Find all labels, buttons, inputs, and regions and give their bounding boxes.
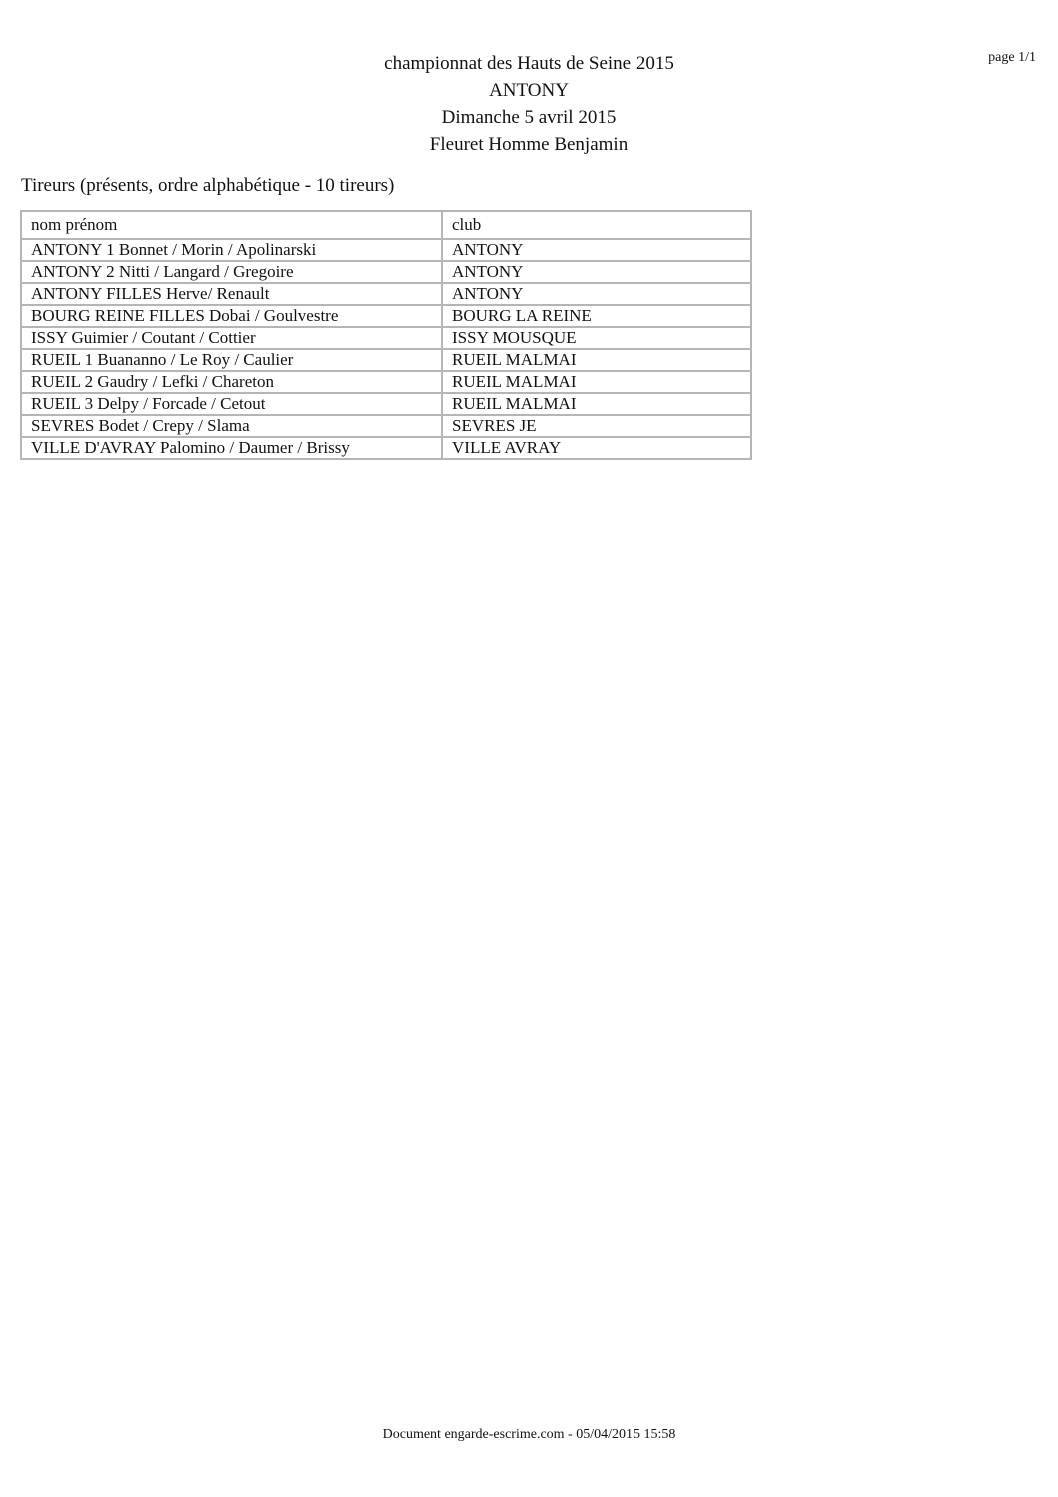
fencer-club: RUEIL MALMAI bbox=[442, 371, 751, 393]
document-footer: Document engarde-escrime.com - 05/04/2015 15:58 bbox=[382, 1427, 676, 1442]
table-row bbox=[21, 349, 751, 371]
competition-category: Fleuret Homme Benjamin bbox=[429, 134, 629, 155]
fencer-name: RUEIL 2 Gaudry / Lefki / Chareton bbox=[21, 371, 442, 393]
fencer-name: BOURG REINE FILLES Dobai / Goulvestre bbox=[21, 305, 442, 327]
table-row bbox=[21, 415, 751, 437]
competition-date: Dimanche 5 avril 2015 bbox=[441, 107, 617, 128]
table-row bbox=[21, 437, 751, 459]
fencer-name: ANTONY 1 Bonnet / Morin / Apolinarski bbox=[21, 239, 442, 261]
fencer-name: ISSY Guimier / Coutant / Cottier bbox=[21, 327, 442, 349]
fencer-club: VILLE AVRAY bbox=[442, 437, 751, 459]
fencer-name: RUEIL 3 Delpy / Forcade / Cetout bbox=[21, 393, 442, 415]
column-header-name: nom prénom bbox=[21, 211, 442, 239]
fencer-club: SEVRES JE bbox=[442, 415, 751, 437]
fencers-table bbox=[20, 210, 752, 460]
fencer-club: ANTONY bbox=[442, 239, 751, 261]
fencer-club: BOURG LA REINE bbox=[442, 305, 751, 327]
fencer-name: VILLE D'AVRAY Palomino / Daumer / Brissy bbox=[21, 437, 442, 459]
fencer-name: ANTONY FILLES Herve/ Renault bbox=[21, 283, 442, 305]
table-row bbox=[21, 261, 751, 283]
table-header-row bbox=[21, 211, 751, 239]
fencer-club: ANTONY bbox=[442, 283, 751, 305]
table-row bbox=[21, 327, 751, 349]
fencer-club: ISSY MOUSQUE bbox=[442, 327, 751, 349]
column-header-club: club bbox=[442, 211, 751, 239]
fencer-club: RUEIL MALMAI bbox=[442, 349, 751, 371]
fencer-name: SEVRES Bodet / Crepy / Slama bbox=[21, 415, 442, 437]
table-row bbox=[21, 393, 751, 415]
fencer-club: ANTONY bbox=[442, 261, 751, 283]
fencer-name: RUEIL 1 Buananno / Le Roy / Caulier bbox=[21, 349, 442, 371]
competition-title: championnat des Hauts de Seine 2015 bbox=[384, 53, 674, 74]
table-row bbox=[21, 283, 751, 305]
page-number: page 1/1 bbox=[988, 50, 1036, 65]
table-row bbox=[21, 239, 751, 261]
section-title: Tireurs (présents, ordre alphabétique - 10 tireurs) bbox=[21, 175, 395, 196]
table-row bbox=[21, 305, 751, 327]
fencer-club: RUEIL MALMAI bbox=[442, 393, 751, 415]
document-header bbox=[0, 50, 1058, 158]
table-row bbox=[21, 371, 751, 393]
fencer-name: ANTONY 2 Nitti / Langard / Gregoire bbox=[21, 261, 442, 283]
competition-location: ANTONY bbox=[489, 80, 569, 101]
